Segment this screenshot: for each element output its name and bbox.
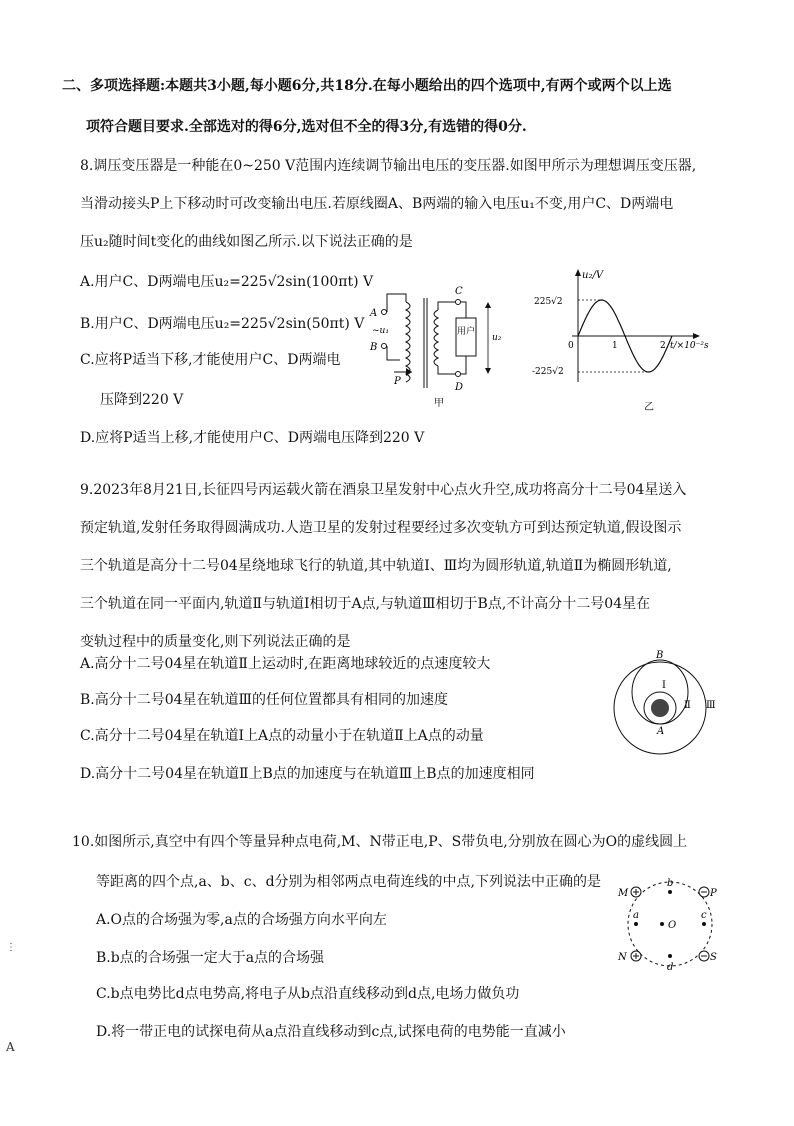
q10-option-c: C.b点电势比d点电势高,将电子从b点沿直线移动到d点,电场力做负功 xyxy=(96,986,520,1002)
point-c xyxy=(702,922,706,926)
point-a xyxy=(634,922,638,926)
orbit-figure xyxy=(608,648,718,758)
point-b xyxy=(668,890,672,894)
q9-stem-line3: 三个轨道是高分十二号04星绕地球飞行的轨道,其中轨道Ⅰ、Ⅲ均为圆形轨道,轨道Ⅱ为椭圆形轨道, xyxy=(80,558,672,574)
q10-stem-line1: 10.如图所示,真空中有四个等量异种点电荷,M、N带正电,P、S带负电,分别放在圆心为O的虚线圆上 xyxy=(72,834,688,850)
q9-stem-line1: 9.2023年8月21日,长征四号丙运载火箭在酒泉卫星发射中心点火升空,成功将高分十二号04星送入 xyxy=(80,482,687,498)
q8-option-d: D.应将P适当上移,才能使用户C、D两端电压降到220 V xyxy=(80,430,425,446)
transformer-figure xyxy=(366,280,516,410)
graph-ybottom: -225√2 xyxy=(532,367,564,377)
q9-option-b: B.高分十二号04星在轨道Ⅲ的任何位置都具有相同的加速度 xyxy=(80,692,449,708)
q10-stem-line2: 等距离的四个点,a、b、c、d分别为相邻两点电荷连线的中点,下列说法中正确的是 xyxy=(96,874,602,890)
q9-stem-line2: 预定轨道,发射任务取得圆满成功.人造卫星的发射过程要经过多次变轨方可到达预定轨道,假设图示 xyxy=(80,520,682,536)
q9-option-d: D.高分十二号04星在轨道Ⅱ上B点的加速度与在轨道Ⅲ上B点的加速度相同 xyxy=(80,766,535,782)
point-c-label: c xyxy=(701,910,707,921)
user-load-label: 用户 xyxy=(456,327,476,337)
earth xyxy=(651,699,669,717)
q8-option-a: A.用户C、D两端电压u₂=225√2sin(100πt) V xyxy=(80,274,374,290)
graph-ylabel: u₂/V xyxy=(582,270,604,281)
orbit-point-a: A xyxy=(657,726,665,737)
q10-option-b: B.b点的合场强一定大于a点的合场强 xyxy=(96,950,325,966)
u1-label: ~u₁ xyxy=(372,326,389,336)
point-a-label: a xyxy=(633,910,639,921)
charge-n-label: N xyxy=(618,952,627,963)
charges-figure xyxy=(614,874,724,978)
q9-option-c: C.高分十二号04星在轨道Ⅰ上A点的动量小于在轨道Ⅱ上A点的动量 xyxy=(80,728,484,744)
point-d xyxy=(668,954,672,958)
q10-option-d: D.将一带正电的试探电荷从a点沿直线移动到c点,试探电荷的电势能一直减小 xyxy=(96,1024,566,1040)
graph-t2: 2 xyxy=(660,341,666,351)
charge-m-label: M xyxy=(618,888,629,899)
edge-dots: ⋮ xyxy=(6,942,16,953)
figure-yi-caption: 乙 xyxy=(644,402,654,413)
point-o xyxy=(660,922,664,926)
orbit-label-iii: Ⅲ xyxy=(706,700,716,711)
q9-option-a: A.高分十二号04星在轨道Ⅱ上运动时,在距离地球较近的点速度较大 xyxy=(80,656,491,672)
q8-stem-line3: 压u₂随时间t变化的曲线如图乙所示.以下说法正确的是 xyxy=(80,234,413,250)
terminal-d-label: D xyxy=(455,382,464,393)
graph-ytop: 225√2 xyxy=(534,297,563,307)
q8-option-c-line2: 压降到220 V xyxy=(100,392,184,408)
user-load-box xyxy=(456,318,476,356)
point-b-label: b xyxy=(667,878,674,889)
slider-p-label: P xyxy=(394,376,401,387)
figure-jia-caption: 甲 xyxy=(434,398,444,409)
u2-label: u₂ xyxy=(492,333,502,343)
terminal-c-label: C xyxy=(455,286,463,297)
orbit-point-b: B xyxy=(656,650,664,661)
q8-stem-line2: 当滑动接头P上下移动时可改变输出电压.若原线圈A、B两端的输入电压u₁不变,用户C、D两端电 xyxy=(80,196,674,212)
orbit-label-i: Ⅰ xyxy=(662,680,666,691)
section-heading-line2: 项符合题目要求.全部选对的得6分,选对但不全的得3分,有选错的得0分. xyxy=(86,119,527,135)
terminal-b-label: B xyxy=(370,342,378,353)
section-heading-line1: 二、多项选择题:本题共3小题,每小题6分,共18分.在每小题给出的四个选项中,有两个或两个以上选 xyxy=(62,78,672,94)
q10-option-a: A.O点的合场强为零,a点的合场强方向水平向左 xyxy=(96,912,387,928)
graph-xlabel: t/×10⁻²s xyxy=(670,341,709,351)
q8-stem-line1: 8.调压变压器是一种能在0~250 V范围内连续调节输出电压的变压器.如图甲所示为理想调压变压器, xyxy=(80,158,697,174)
voltage-graph xyxy=(532,264,709,414)
q9-stem-line4: 三个轨道在同一平面内,轨道Ⅱ与轨道Ⅰ相切于A点,与轨道Ⅲ相切于B点,不计高分十二号04星在 xyxy=(80,596,651,612)
point-d-label: d xyxy=(667,962,674,973)
graph-origin: 0 xyxy=(568,341,574,351)
terminal-a-label: A xyxy=(370,308,378,319)
q8-option-c-line1: C.应将P适当下移,才能使用户C、D两端电 xyxy=(80,352,341,368)
q9-stem-line5: 变轨过程中的质量变化,则下列说法正确的是 xyxy=(80,634,351,650)
orbit-label-ii: Ⅱ xyxy=(684,700,691,711)
point-o-label: O xyxy=(668,920,677,931)
charge-p-label: P xyxy=(710,888,717,899)
graph-t1: 1 xyxy=(612,341,618,351)
charge-s-label: S xyxy=(710,952,717,963)
q8-option-b: B.用户C、D两端电压u₂=225√2sin(50πt) V xyxy=(80,316,365,332)
edge-letter: A xyxy=(6,1040,15,1054)
